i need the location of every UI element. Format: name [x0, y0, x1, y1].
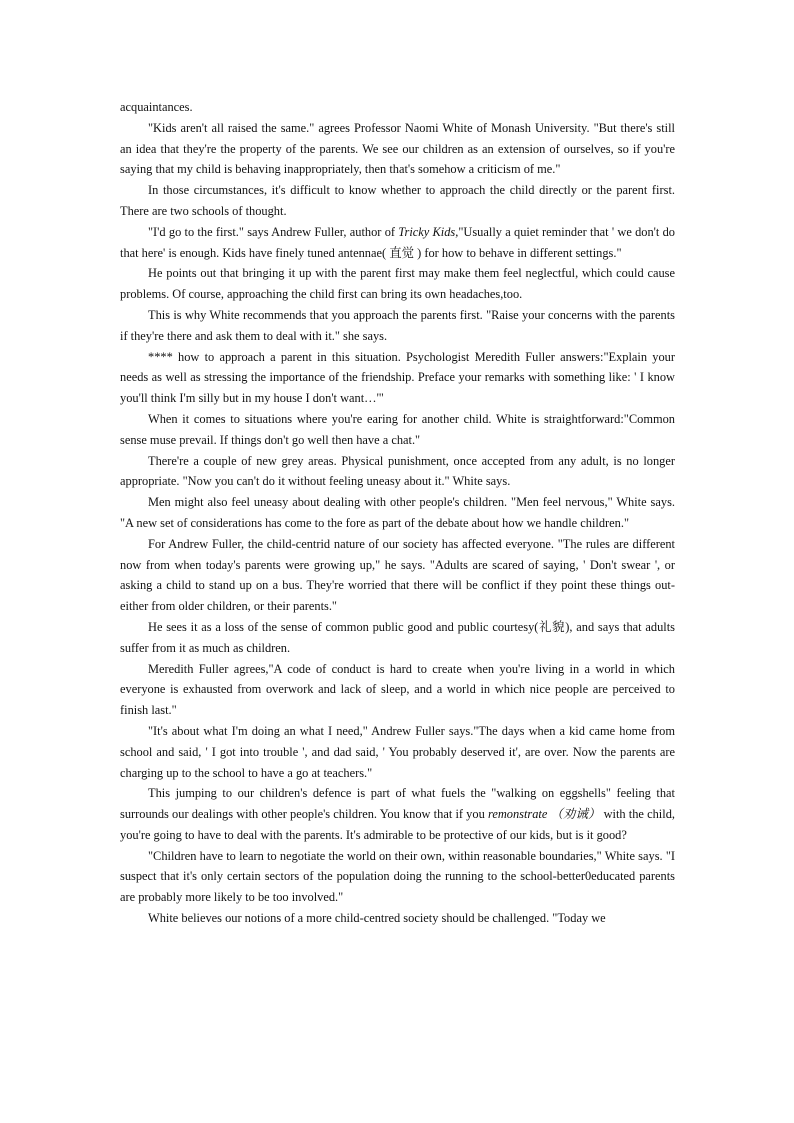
paragraph-text: "Usually a quiet reminder that ' we don't do that here' is enough. Kids have finely tuned antennae( 直觉 ) for how to behave in different settings." — [120, 224, 675, 260]
body-paragraph — [120, 97, 675, 118]
paragraph-text: **** how to approach a parent in this situation. Psychologist Meredith Fuller answers:"Explain your needs as well as stressing the importance of the friendship. Preface your remarks with something like: ' I know you'll think I'm silly but in my house I don't want…'" — [120, 349, 675, 406]
body-paragraph — [120, 617, 675, 659]
body-paragraph — [120, 180, 675, 222]
body-paragraph — [120, 492, 675, 534]
paragraph-text: In those circumstances, it's difficult to know whether to approach the child directly or the parent first. There are two schools of thought. — [120, 183, 675, 218]
body-paragraph — [120, 347, 675, 409]
paragraph-text: "I'd go to the first." says Andrew Fuller, author of — [148, 224, 399, 239]
paragraph-text: "Kids aren't all raised the same." agrees Professor Naomi White of Monash University. "But there's still an idea that they're the property of the parents. We see our children as an extension of ourselves, so if you're saying that my child is behaving inappropriately, then that's somehow a criticism of me." — [120, 120, 675, 177]
paragraph-text: For Andrew Fuller, the child-centrid nature of our society has affected everyone. "The rules are different now from when today's parents were growing up," he says. "Adults are scared of saying, ' Don't swear ', or asking a child to stand up on a bus. They're worried that there will be conflict if they point these things out-either from older children, or their parents." — [120, 536, 675, 614]
paragraph-text: "Children have to learn to negotiate the world on their own, within reasonable boundaries," White says. "I suspect that it's only certain sectors of the population doing the running to the school-better0educated parents are probably more likely to be too involved." — [120, 848, 675, 905]
paragraph-text: acquaintances. — [120, 100, 193, 114]
body-paragraph — [120, 659, 675, 721]
paragraph-text: He sees it as a loss of the sense of common public good and public courtesy(礼貌), and says that adults suffer from it as much as children. — [120, 619, 675, 655]
paragraph-text: This is why White recommends that you approach the parents first. "Raise your concerns with the parents if they're there and ask them to deal with it." she says. — [120, 307, 675, 343]
paragraph-text: This jumping to our children's defence is part of what fuels the "walking on eggshells" feeling that surrounds our dealings with other people's children. You know that if you — [120, 786, 675, 822]
document-page — [120, 97, 675, 929]
body-paragraph — [120, 534, 675, 617]
body-paragraph — [120, 721, 675, 783]
paragraph-text: White believes our notions of a more child-centred society should be challenged. "Today we — [148, 911, 606, 926]
body-paragraph — [120, 118, 675, 180]
body-paragraph — [120, 222, 675, 264]
paragraph-text: Meredith Fuller agrees,"A code of conduct is hard to create when you're living in a world in which everyone is exhausted from overwork and lack of sleep, and a world in which nice people are perceived to finish last." — [120, 661, 675, 718]
paragraph-text: with the child, you're going to have to deal with the parents. It's admirable to be protective of our kids, but is it good? — [120, 807, 675, 842]
body-paragraph — [120, 783, 675, 845]
paragraph-text: Men might also feel uneasy about dealing with other people's children. "Men feel nervous," White says. "A new set of considerations has come to the fore as part of the debate about how we handle children." — [120, 495, 675, 530]
body-paragraph — [120, 409, 675, 451]
paragraph-text: There're a couple of new grey areas. Physical punishment, once accepted from any adult, is no longer appropriate. "Now you can't do it without feeling uneasy about it." White says. — [120, 453, 675, 489]
body-paragraph — [120, 846, 675, 908]
body-paragraph — [120, 908, 675, 929]
body-paragraph — [120, 451, 675, 493]
paragraph-text: When it comes to situations where you're earing for another child. White is straightforward:"Common sense muse prevail. If things don't go well then have a chat." — [120, 411, 675, 447]
italic-text: Tricky Kids, — [398, 224, 459, 239]
body-paragraph — [120, 305, 675, 347]
body-paragraph — [120, 263, 675, 305]
paragraph-text: "It's about what I'm doing an what I need," Andrew Fuller says."The days when a kid came home from school and said, ' I got into trouble ', and dad said, ' You probably deserved it', are over. Now the parents are charging up to the school to have a go at teachers." — [120, 723, 675, 780]
italic-text: remonstrate （劝诫） — [487, 807, 601, 822]
paragraph-text: He points out that bringing it up with the parent first may make them feel neglectful, which could cause problems. Of course, approaching the child first can bring its own headaches,too. — [120, 266, 675, 302]
